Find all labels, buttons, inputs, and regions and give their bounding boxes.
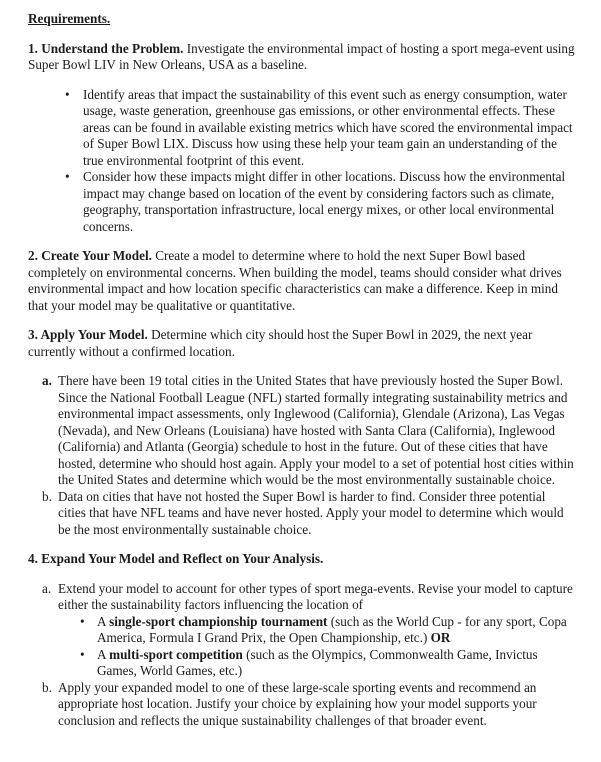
section-1-bullet-list (28, 87, 576, 236)
bullet-icon: • (80, 613, 85, 629)
section-3-heading: 3. Apply Your Model. (28, 327, 148, 342)
item-a-marker: a. (42, 373, 52, 388)
sub-bullet-1-prefix: A (97, 613, 106, 629)
list-item (65, 87, 576, 170)
bullet-2-text: Consider how these impacts might differ in other locations. Discuss how the environmental impact may change based on location of the event by considering factors such as climate, geography, transportation infrastructure, local energy mixes, or other local environmental concerns. (83, 169, 566, 234)
list-item (42, 680, 576, 730)
section-2-text: Create a model to determine where to hold the next Super Bowl based completely on environmental concerns. When building the model, teams should consider what drives environmental impact and how location specific characteristics can make a difference. Keep in mind that your model may be qualitative or quantitative. (28, 248, 562, 313)
list-item (42, 489, 576, 539)
section-3-paragraph (28, 327, 576, 360)
sub-bullet-2-prefix: A (97, 646, 106, 662)
section-2-heading: 2. Create Your Model. (28, 248, 152, 263)
section-1-heading: 1. Understand the Problem. (28, 40, 184, 56)
item-a-body (58, 581, 576, 680)
sub-bullet-1-or: OR (430, 630, 451, 645)
item-b-text: Data on cities that have not hosted the Super Bowl is harder to find. Consider three potential cities that have NFL teams and have never hosted. Apply your model to determine which would be the most environmentally sustainable choice. (58, 488, 564, 537)
item-b-marker: b. (42, 679, 52, 695)
item-b-marker: b. (42, 488, 52, 504)
list-item (42, 373, 576, 489)
item-a-text: There have been 19 total cities in the United States that have previously hosted the Super Bowl. Since the National Football League (NFL) started formally integrating sustainability metrics and environmental impact assessments, only Inglewood (California), Glendale (Arizona), Las Vegas (Nevada), and New Orleans (Louisiana) have hosted with Santa Clara (California), Inglewood (California) and Atlanta (Georgia) schedule to host in the future. Out of these cities that have hosted, determine who should host again. Apply your model to a set of potential host cities within the United States and determine which would be the most environmentally sustainable choice. (58, 373, 574, 487)
section-1-paragraph (28, 41, 576, 74)
item-a-marker: a. (42, 580, 52, 596)
sub-bullet-1-rest: (such as the World Cup - for any sport, Copa America, Formula I Grand Prix, the Open Championship, etc.) (97, 613, 567, 645)
list-item (65, 169, 576, 235)
sub-bullet-2-rest: (such as the Olympics, Commonwealth Game, Invictus Games, World Games, etc.) (97, 646, 538, 678)
section-3-letter-list (28, 373, 576, 538)
section-2-paragraph (28, 248, 576, 314)
bullet-icon: • (65, 169, 70, 184)
list-item (42, 581, 576, 680)
section-3-text: Determine which city should host the Super Bowl in 2029, the next year currently without a confirmed location. (28, 327, 533, 359)
sub-bullet-1-term: single-sport championship tournament (109, 613, 328, 629)
section-4a-sub-bullet-list (58, 614, 576, 680)
sub-bullet-1-text (97, 614, 576, 647)
section-4-letter-list (28, 581, 576, 730)
sub-bullet-2-term: multi-sport competition (109, 646, 243, 662)
document-title: Requirements. (28, 11, 111, 26)
bullet-icon: • (80, 646, 85, 662)
list-item (80, 614, 576, 647)
bullet-icon: • (65, 86, 70, 102)
section-4-heading: 4. Expand Your Model and Reflect on Your Analysis. (28, 551, 324, 566)
bullet-1-text: Identify areas that impact the sustainability of this event such as energy consumption, water usage, waste generation, greenhouse gas emissions, or other environmental effects. These areas can be found in available existing metrics which have scored the environmental impact of Super Bowl LIX. Discuss how using these help your team gain an understanding of the true environmental footprint of this event. (83, 86, 573, 168)
list-item (80, 647, 576, 680)
sub-bullet-2-text (97, 647, 576, 680)
item-b-text: Apply your expanded model to one of these large-scale sporting events and recommend an appropriate host location. Justify your choice by explaining how your model supports your conclusion and reflects the unique sustainability challenges of that broader event. (58, 679, 537, 728)
section-1-text: Investigate the environmental impact of hosting a sport mega-event using Super Bowl LIV in New Orleans, USA as a baseline. (28, 40, 575, 72)
item-a-text: Extend your model to account for other types of sport mega-events. Revise your model to capture either the sustainability factors influencing the location of (58, 580, 573, 612)
